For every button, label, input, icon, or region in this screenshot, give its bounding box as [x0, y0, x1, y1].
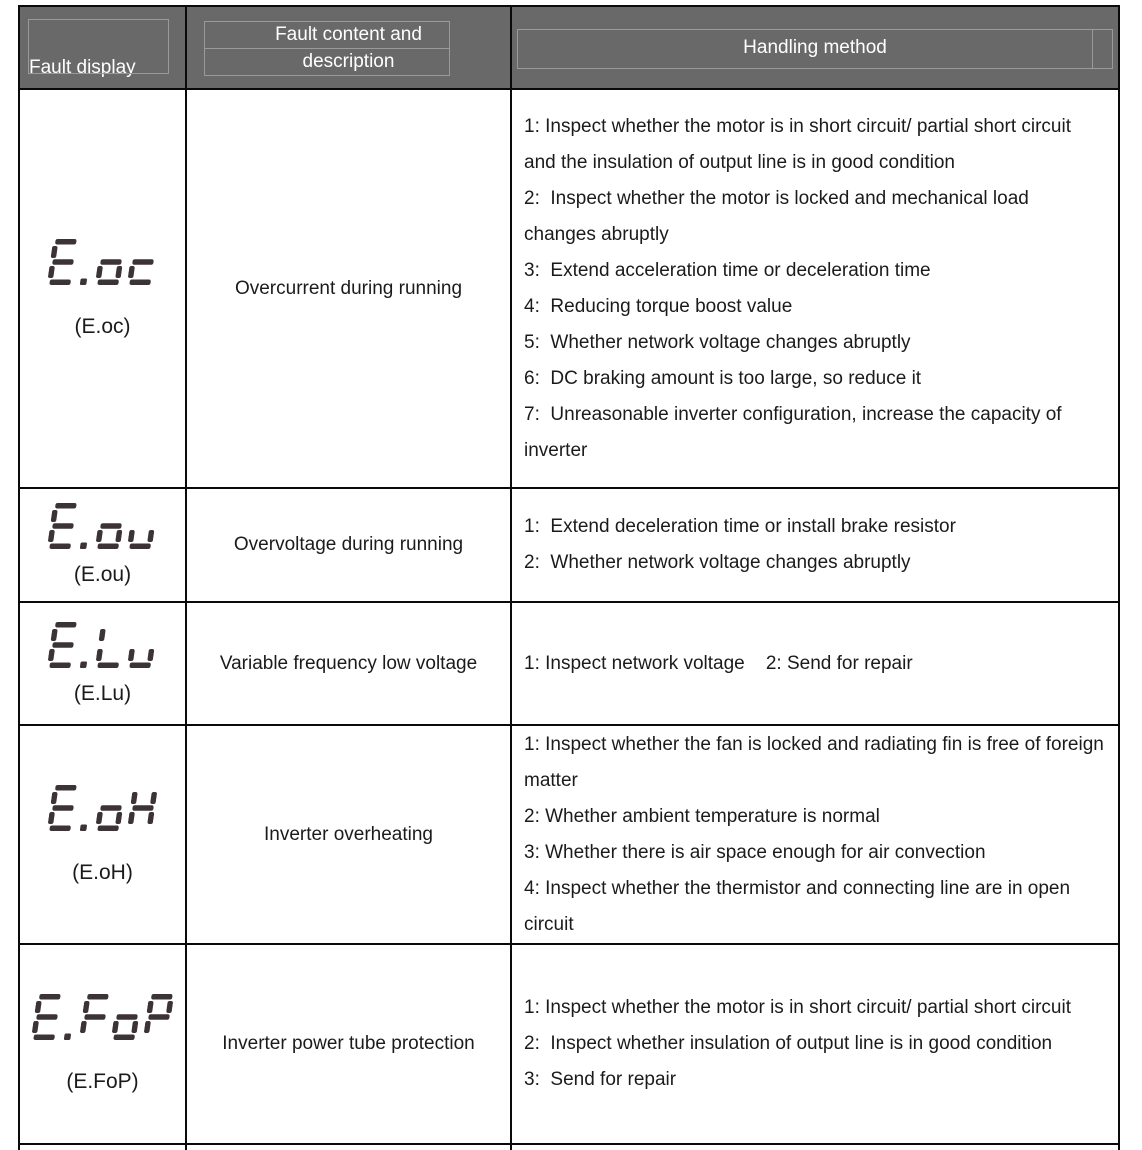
- fault-description: Variable frequency low voltage: [219, 652, 478, 674]
- fault-display-cell: [20, 489, 187, 601]
- fault-description: Overvoltage during running: [233, 534, 464, 555]
- fault-code-label: (E.oc): [74, 314, 131, 338]
- segment-char-E: [31, 994, 62, 1040]
- table-row: [20, 943, 1118, 1143]
- table-row: [20, 724, 1118, 943]
- fault-code-label: (E.FoP): [66, 1070, 139, 1093]
- segment-char-E: [47, 622, 78, 668]
- handling-method-cell: [512, 945, 1118, 1143]
- fault-description-cell: [187, 90, 512, 487]
- segment-dot: [63, 994, 78, 1040]
- segment-char-o: [95, 503, 126, 549]
- fault-display-cell: [20, 90, 187, 487]
- seven-segment-code: [31, 994, 174, 1040]
- handling-method-cell: [512, 726, 1118, 943]
- seven-segment-code: [47, 785, 158, 831]
- fault-description: Inverter overheating: [264, 823, 433, 845]
- handling-step: 3: Whether there is air space enough for air convection: [524, 841, 986, 863]
- handling-step: 4: Reducing torque boost value: [524, 295, 793, 317]
- handling-method-cell: [512, 90, 1118, 487]
- table-body: [20, 88, 1118, 1143]
- handling-step: 5: Whether network voltage changes abruptly: [524, 331, 911, 353]
- table-row: [20, 601, 1118, 724]
- segment-char-L: [95, 622, 126, 668]
- handling-step: 2: Inspect whether the motor is locked and mechanical load changes abruptly: [524, 187, 1035, 245]
- segment-dot: [79, 503, 94, 549]
- fault-description-cell: [187, 945, 512, 1143]
- segment-char-F: [79, 994, 110, 1040]
- fault-display-cell: [20, 945, 187, 1143]
- table-header-row: [20, 7, 1118, 88]
- seven-segment-code: [47, 503, 158, 549]
- handling-step: 2: Inspect whether insulation of output line is in good condition: [524, 1033, 1053, 1054]
- handling-method-cell: [512, 603, 1118, 724]
- seven-segment-code: [47, 239, 158, 285]
- segment-char-o: [111, 994, 142, 1040]
- header-fault-content-label: Fault content and description: [275, 23, 422, 72]
- fault-description-cell: [187, 489, 512, 601]
- partial-cell: [20, 1145, 187, 1150]
- fault-display-cell: [20, 726, 187, 943]
- segment-char-E: [47, 503, 78, 549]
- seven-segment-code: [47, 622, 158, 668]
- segment-char-o: [95, 785, 126, 831]
- next-row-partial: [20, 1143, 1118, 1150]
- segment-char-P: [143, 994, 174, 1040]
- table-row: [20, 487, 1118, 601]
- handling-step: 2: Whether ambient temperature is normal: [524, 805, 880, 827]
- partial-cell: [187, 1145, 512, 1150]
- handling-step: 4: Inspect whether the thermistor and connecting line are in open circuit: [524, 877, 1076, 935]
- segment-char-E: [47, 239, 78, 285]
- handling-step: 2: Whether network voltage changes abruptly: [524, 552, 911, 573]
- fault-table: [18, 5, 1120, 1150]
- handling-step: 1: Inspect whether the motor is in short circuit/ partial short circuit and the insulation of output line is in good condition: [524, 115, 1077, 173]
- segment-char-u: [127, 622, 158, 668]
- segment-dot: [79, 239, 94, 285]
- fault-description: Inverter power tube protection: [222, 1033, 475, 1054]
- segment-dot: [79, 785, 94, 831]
- handling-step: 3: Extend acceleration time or deceleration time: [524, 259, 931, 281]
- segment-char-E: [47, 785, 78, 831]
- header-fault-content: [187, 7, 512, 88]
- header-fault-display-label: Fault display: [29, 57, 136, 78]
- table-row: [20, 88, 1118, 487]
- segment-char-c: [127, 239, 158, 285]
- handling-step: 7: Unreasonable inverter configuration, increase the capacity of inverter: [524, 403, 1067, 461]
- partial-cell: [512, 1145, 1118, 1150]
- header-inner-line: [1092, 29, 1093, 69]
- fault-description-cell: [187, 603, 512, 724]
- segment-char-u: [127, 503, 158, 549]
- handling-step: 3: Send for repair: [524, 1069, 677, 1090]
- segment-dot: [79, 622, 94, 668]
- handling-step: 6: DC braking amount is too large, so reduce it: [524, 367, 922, 389]
- header-fault-display: [20, 7, 187, 88]
- handling-step: 1: Inspect whether the fan is locked and radiating fin is free of foreign matter: [524, 733, 1110, 791]
- fault-description: Overcurrent during running: [234, 277, 463, 299]
- fault-code-label: (E.Lu): [73, 681, 132, 705]
- header-handling-method-label: Handling method: [743, 36, 887, 58]
- header-handling-method: [512, 7, 1118, 88]
- segment-char-o: [95, 239, 126, 285]
- handling-step: 1: Inspect network voltage 2: Send for repair: [524, 652, 913, 674]
- handling-step: 1: Extend deceleration time or install brake resistor: [524, 516, 956, 537]
- fault-code-label: (E.oH): [72, 860, 133, 884]
- handling-step: 1: Inspect whether the motor is in short circuit/ partial short circuit: [524, 997, 1071, 1018]
- fault-display-cell: [20, 603, 187, 724]
- handling-method-cell: [512, 489, 1118, 601]
- fault-code-label: (E.ou): [73, 563, 132, 586]
- fault-description-cell: [187, 726, 512, 943]
- segment-char-H: [127, 785, 158, 831]
